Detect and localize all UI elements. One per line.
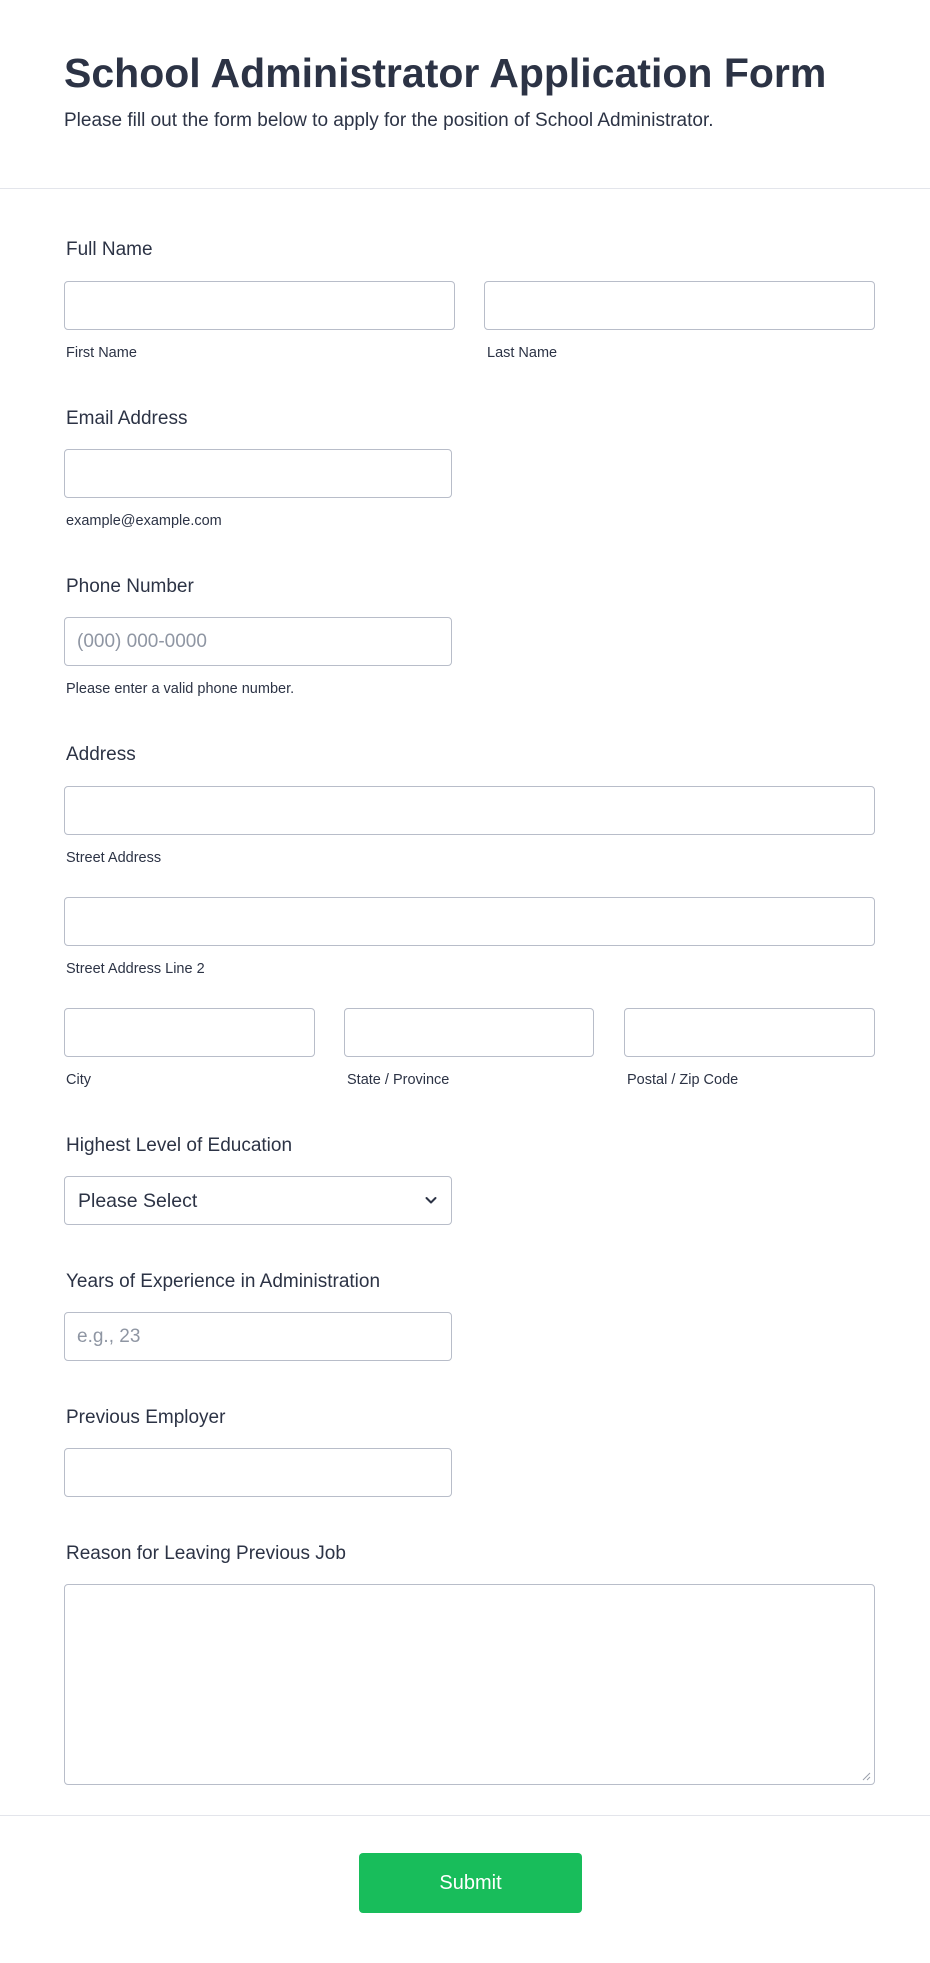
first-name-input[interactable] [64,281,455,330]
phone-sublabel: Please enter a valid phone number. [66,681,295,697]
education-label: Highest Level of Education [66,1135,293,1156]
city-input[interactable] [64,1008,315,1057]
footer-divider [0,1815,930,1816]
last-name-input[interactable] [484,281,875,330]
zip-sublabel: Postal / Zip Code [627,1072,739,1088]
form-header [0,0,930,189]
education-select[interactable] [64,1176,452,1225]
education-select-value: Please Select [78,1190,198,1212]
reason-leaving-textarea[interactable] [64,1584,875,1785]
experience-label: Years of Experience in Administration [66,1271,381,1292]
last-name-sublabel: Last Name [487,345,558,361]
previous-employer-label: Previous Employer [66,1407,226,1428]
email-label: Email Address [66,408,188,429]
full-name-label: Full Name [66,239,153,260]
state-sublabel: State / Province [347,1072,450,1088]
email-field[interactable] [64,449,452,498]
street-address-input[interactable] [64,786,875,835]
email-sublabel: example@example.com [66,513,222,529]
zip-input[interactable] [624,1008,875,1057]
resize-handle-icon[interactable] [861,1771,871,1781]
phone-label: Phone Number [66,576,194,597]
phone-input[interactable] [64,617,452,666]
previous-employer-input[interactable] [64,1448,452,1497]
street-address-sublabel: Street Address [66,850,162,866]
form-title: School Administrator Application Form [64,50,827,96]
form-subtitle: Please fill out the form below to apply for the position of School Administrator. [64,110,714,131]
address-label: Address [66,744,136,765]
street-address-line2-input[interactable] [64,897,875,946]
chevron-down-icon [423,1192,439,1208]
state-input[interactable] [344,1008,594,1057]
submit-button[interactable]: Submit [359,1853,582,1913]
city-sublabel: City [66,1072,91,1088]
reason-leaving-label: Reason for Leaving Previous Job [66,1543,346,1564]
first-name-sublabel: First Name [66,345,137,361]
street-address-line2-sublabel: Street Address Line 2 [66,961,205,977]
experience-input[interactable] [64,1312,452,1361]
